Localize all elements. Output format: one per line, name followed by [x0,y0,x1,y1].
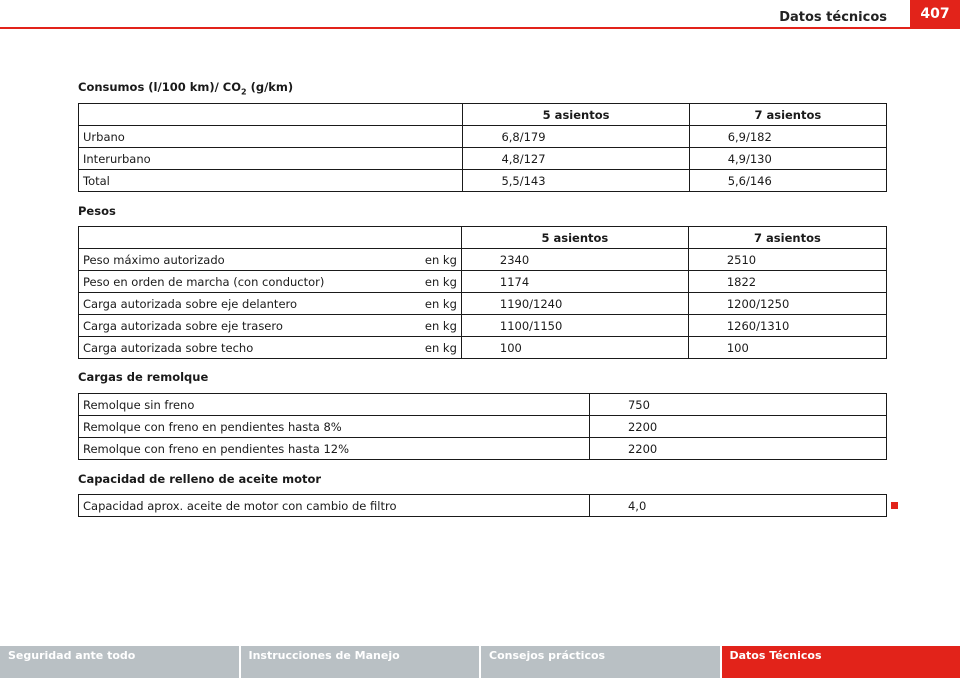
aceite-title: Capacidad de relleno de aceite motor [78,472,322,486]
table-row: Urbano 6,8/179 6,9/182 [79,126,887,148]
table-row: Interurbano 4,8/127 4,9/130 [79,148,887,170]
column-header: 5 asientos [463,104,689,126]
page-number: 407 [910,0,960,27]
table-row: Carga autorizada sobre eje trasero en kg 1100/1150 1260/1310 [79,315,887,337]
table-row: Remolque con freno en pendientes hasta 12% 2200 [79,438,887,460]
column-header: 5 asientos [461,227,688,249]
remolque-table [78,393,887,460]
table-header-row [79,104,887,126]
column-header: 7 asientos [689,104,886,126]
header-rule [0,27,960,29]
aceite-table [78,494,887,517]
section-end-marker [891,502,898,509]
table-row: Total 5,5/143 5,6/146 [79,170,887,192]
footer-nav [0,646,960,678]
pesos-title: Pesos [78,204,116,218]
pesos-table [78,226,887,359]
table-row: Remolque sin freno 750 [79,394,887,416]
table-header-row [79,227,887,249]
table-row: Carga autorizada sobre techo en kg 100 100 [79,337,887,359]
table-row: Peso en orden de marcha (con conductor) en kg 1174 1822 [79,271,887,293]
table-row: Carga autorizada sobre eje delantero en kg 1190/1240 1200/1250 [79,293,887,315]
footer-tab-seguridad[interactable]: Seguridad ante todo [0,646,241,678]
consumos-table [78,103,887,192]
table-row: Peso máximo autorizado en kg 2340 2510 [79,249,887,271]
table-row: Capacidad aprox. aceite de motor con cambio de filtro 4,0 [79,495,887,517]
page-header-title: Datos técnicos [779,10,887,25]
footer-tab-datos-tecnicos[interactable]: Datos Técnicos [722,646,960,678]
consumos-title: Consumos (l/100 km)/ $CO_2$ (g/km) [78,80,294,97]
footer-tab-consejos[interactable]: Consejos prácticos [481,646,722,678]
footer-tab-instrucciones[interactable]: Instrucciones de Manejo [241,646,482,678]
table-row: Remolque con freno en pendientes hasta 8% 2200 [79,416,887,438]
column-header: 7 asientos [688,227,886,249]
remolque-title: Cargas de remolque [78,370,209,384]
